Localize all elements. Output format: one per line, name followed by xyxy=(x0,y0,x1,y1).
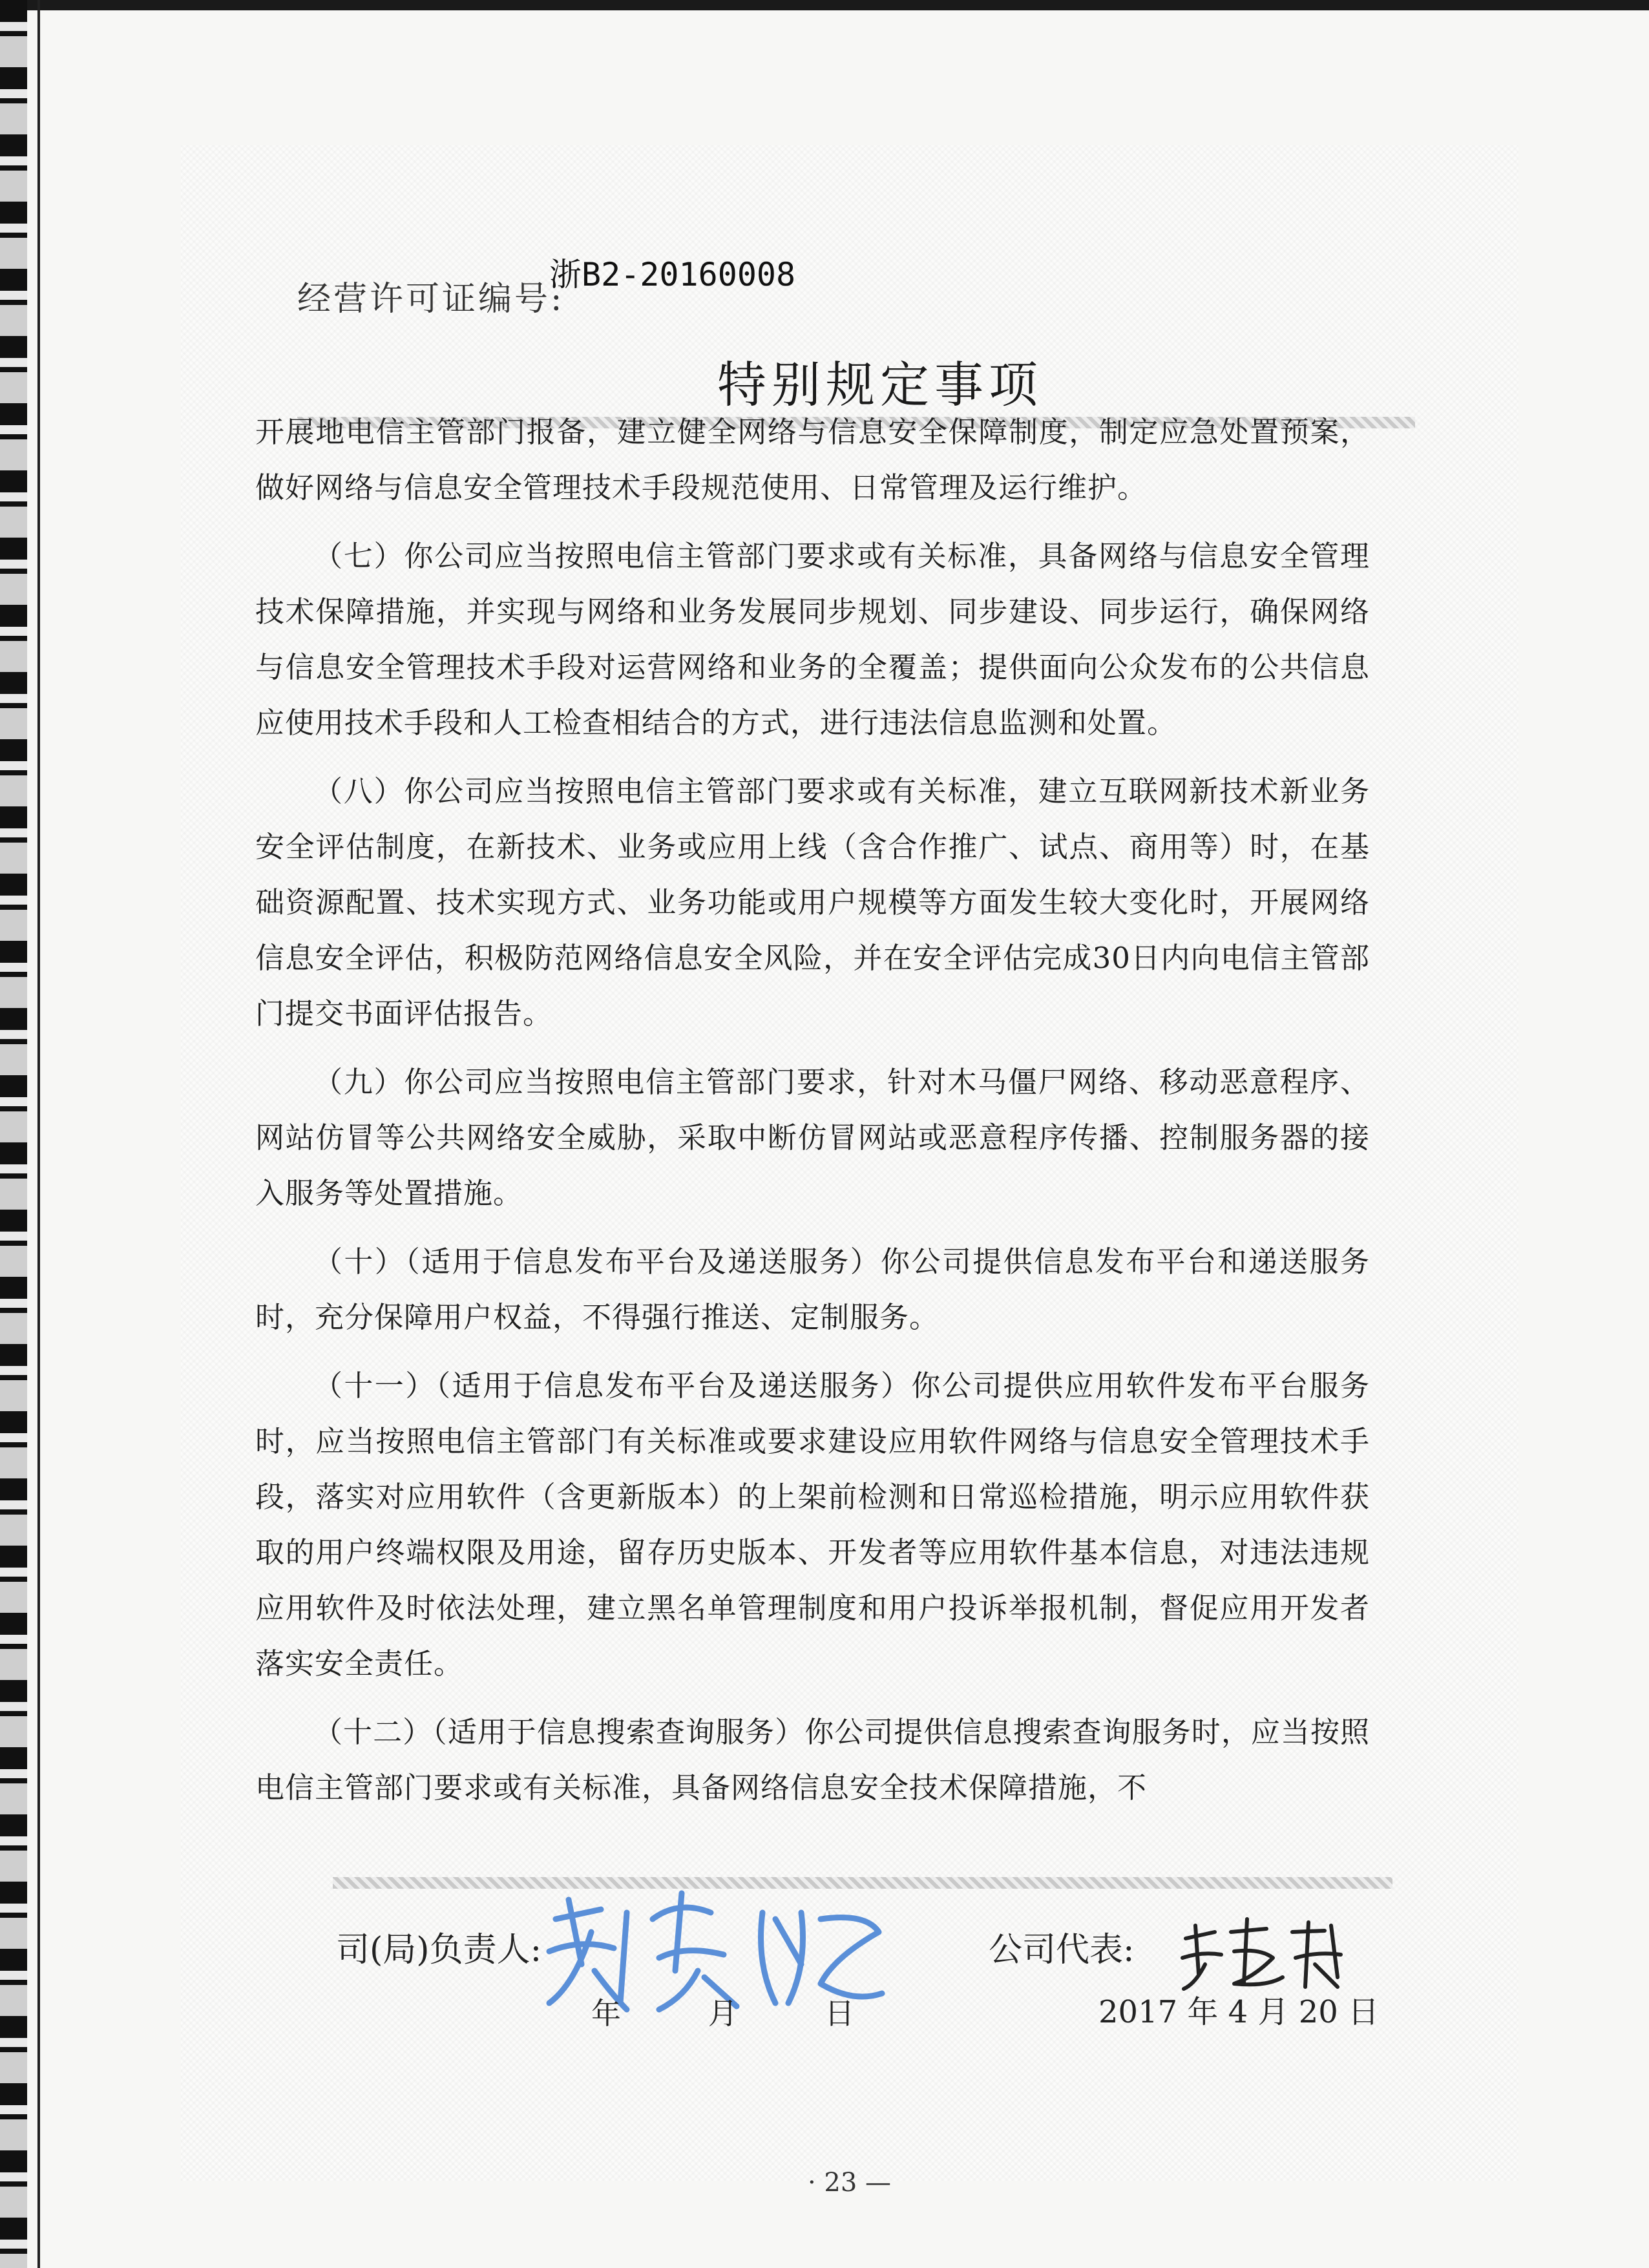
binding-strip xyxy=(0,0,27,2268)
paragraph-8: （八）你公司应当按照电信主管部门要求或有关标准，建立互联网新技术新业务安全评估制度，在新技术、业务或应用上线（含合作推广、试点、商用等）时，在基础资源配置、技术实现方式、业务功能或用户规模等方面发生较大变化时，开展网络信息安全评估，积极防范网络信息安全风险，并在安全评估完成30日内向电信主管部门提交书面评估报告。 xyxy=(255,774,1370,1031)
paragraph-12: （十二）（适用于信息搜索查询服务）你公司提供信息搜索查询服务时，应当按照电信主管部门要求或有关标准，具备网络信息安全技术保障措施，不 xyxy=(255,1715,1370,1805)
paragraph-7: （七）你公司应当按照电信主管部门要求或有关标准，具备网络与信息安全管理技术保障措施，并实现与网络和业务发展同步规划、同步建设、同步运行，确保网络与信息安全管理技术手段对运营网络和业务的全覆盖；提供面向公众发布的公共信息应使用技术手段和人工检查相结合的方式，进行违法信息监测和处置。 xyxy=(255,539,1370,740)
license-label: 经营许可证编号: xyxy=(297,280,565,319)
paragraph-10: （十）（适用于信息发布平台及递送服务）你公司提供信息发布平台和递送服务时，充分保障用户权益，不得强行推送、定制服务。 xyxy=(255,1244,1370,1334)
paragraph-11: （十一）（适用于信息发布平台及递送服务）你公司提供应用软件发布平台服务时，应当按照电信主管部门有关标准或要求建设应用软件网络与信息安全管理技术手段，落实对应用软件（含更新版本）的上架前检测和日常巡检措施，明示应用软件获取的用户终端权限及用途，留存历史版本、开发者等应用软件基本信息，对违法违规应用软件及时依法处理，建立黑名单管理制度和用户投诉举报机制，督促应用开发者落实安全责任。 xyxy=(255,1369,1370,1681)
scan-top-edge xyxy=(0,0,1649,10)
page-title: 特别规定事项 xyxy=(717,356,1043,414)
license-number: 浙B2-20160008 xyxy=(549,256,796,293)
company-representative-label: 公司代表: xyxy=(989,1931,1135,1969)
paragraph-continuation: 开展地电信主管部门报备，建立健全网络与信息安全保障制度，制定应急处置预案，做好网络与信息安全管理技术手段规范使用、日常管理及运行维护。 xyxy=(255,415,1370,505)
body-text xyxy=(255,404,1370,1829)
page-number: · 23 — xyxy=(808,2168,892,2198)
authority-date: 年 月 日 xyxy=(591,1996,894,2031)
binding-edge-line xyxy=(37,0,40,2268)
authority-signature-label: 司(局)负责人: xyxy=(336,1931,542,1969)
company-handwritten-signature xyxy=(1176,1913,1350,1997)
company-date: 2017 年 4 月 20 日 xyxy=(1098,1994,1380,2030)
paragraph-9: （九）你公司应当按照电信主管部门要求，针对木马僵尸网络、移动恶意程序、网站仿冒等公共网络安全威胁，采取中断仿冒网站或恶意程序传播、控制服务器的接入服务等处置措施。 xyxy=(255,1065,1370,1210)
